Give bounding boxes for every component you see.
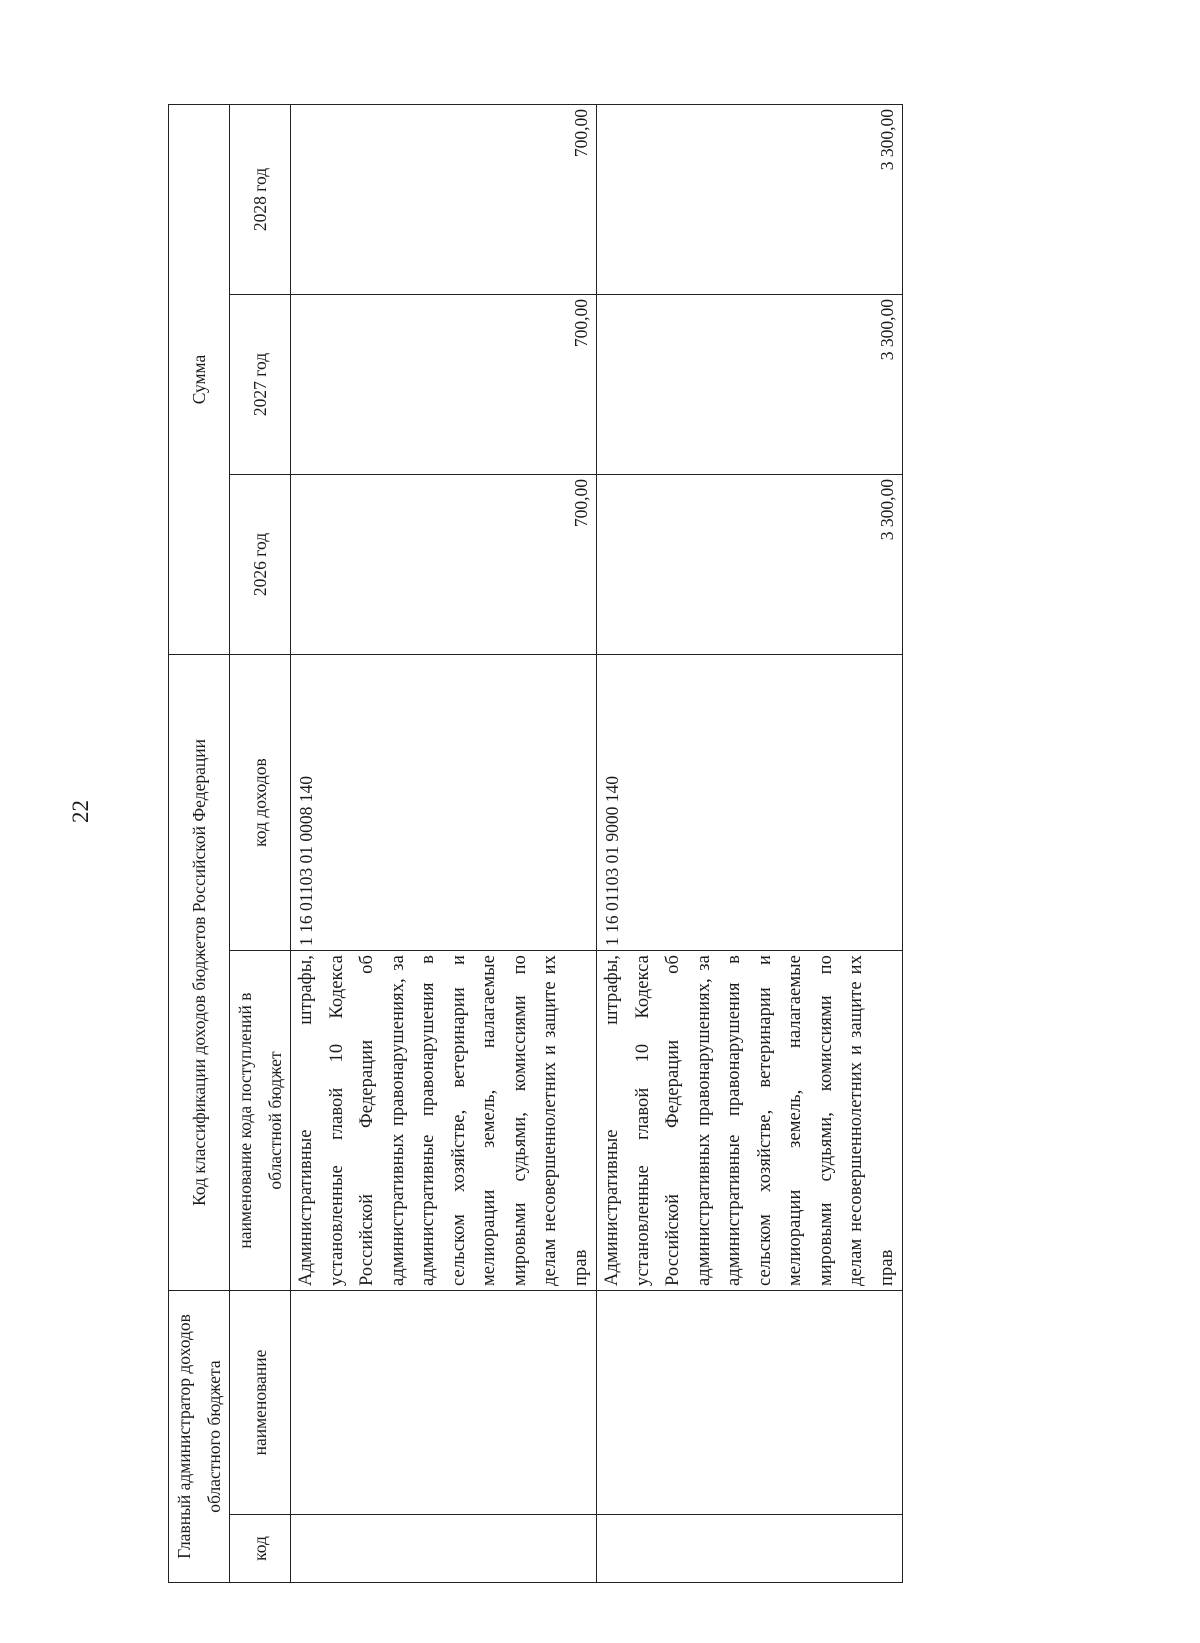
header-year-2028: 2028 год xyxy=(230,104,291,294)
cell-admin-name xyxy=(597,1291,903,1515)
cell-revenue-code: 1 16 01103 01 9000 140 xyxy=(597,655,903,951)
revenue-name-text: Административные штрафы, установленные главой 10 Кодекса Российской Федерации об административных правонарушениях, за административные правонарушения в сельском хозяйстве, ветеринарии и мелиорации земель, налагаемые мировыми судьями, комиссиями по делам несовершеннолетних и защите их прав xyxy=(602,955,897,1286)
revenue-name-text: Административные штрафы, установленные главой 10 Кодекса Российской Федерации об административных правонарушениях, за административные правонарушения в сельском хозяйстве, ветеринарии и мелиорации земель, налагаемые мировыми судьями, комиссиями по делам несовершеннолетних и защите их прав xyxy=(296,955,591,1286)
rotated-table-sheet xyxy=(168,105,896,1583)
cell-sum-2028: 3 300,00 xyxy=(597,104,903,294)
cell-sum-2026: 700,00 xyxy=(291,475,597,655)
page-number: 22 xyxy=(68,800,93,823)
cell-admin-name xyxy=(291,1291,597,1515)
header-year-2026: 2026 год xyxy=(230,475,291,655)
cell-admin-code xyxy=(291,1515,597,1583)
table-row xyxy=(291,104,597,1582)
header-sum-group: Сумма xyxy=(169,104,230,654)
header-revenue-name: наименование кода поступлений в областной бюджет xyxy=(230,951,291,1291)
table-row xyxy=(597,104,903,1582)
header-admin-group: Главный администратор доходов областного бюджета xyxy=(169,1291,230,1583)
cell-revenue-name xyxy=(597,951,903,1291)
header-year-2027: 2027 год xyxy=(230,295,291,475)
cell-sum-2027: 3 300,00 xyxy=(597,295,903,475)
cell-sum-2027: 700,00 xyxy=(291,295,597,475)
header-admin-name: наименование xyxy=(230,1291,291,1515)
revenue-table xyxy=(168,104,903,1583)
cell-revenue-code: 1 16 01103 01 0008 140 xyxy=(291,655,597,951)
header-admin-code: код xyxy=(230,1515,291,1583)
cell-sum-2028: 700,00 xyxy=(291,104,597,294)
cell-revenue-name xyxy=(291,951,597,1291)
cell-sum-2026: 3 300,00 xyxy=(597,475,903,655)
header-revenue-code: код доходов xyxy=(230,655,291,951)
header-classification-group: Код классификации доходов бюджетов Российской Федерации xyxy=(169,655,230,1291)
cell-admin-code xyxy=(597,1515,903,1583)
